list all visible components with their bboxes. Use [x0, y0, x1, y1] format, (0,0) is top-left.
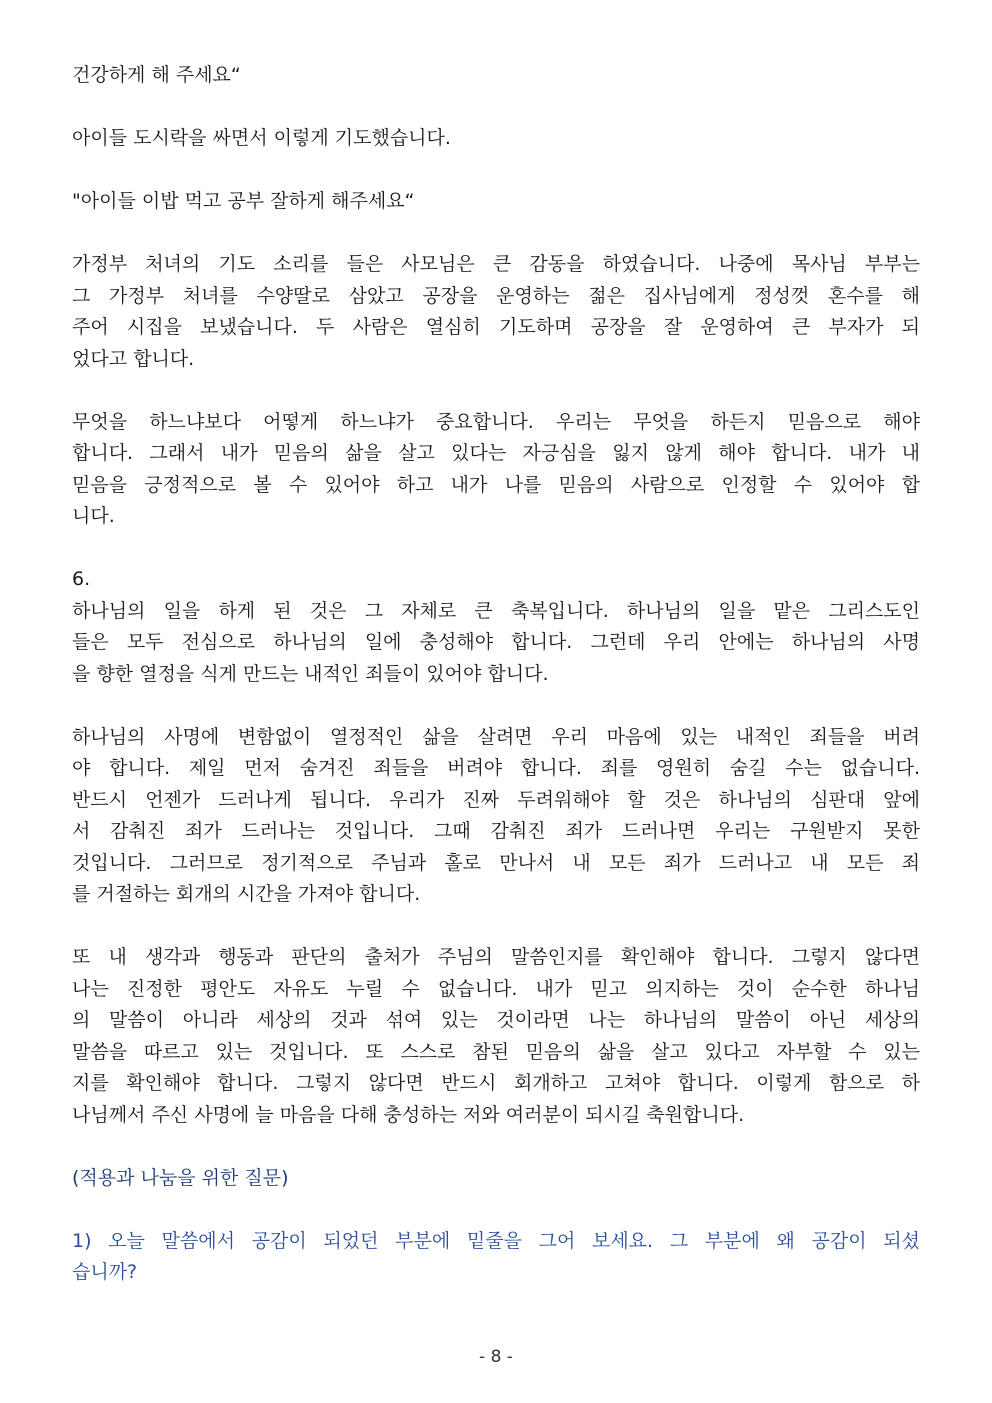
- paragraph-gap: [72, 218, 920, 250]
- paragraph-line: 를 거절하는 회개의 시간을 가져야 합니다.: [72, 883, 421, 905]
- paragraph-gap: [72, 155, 920, 187]
- text-line: 건강하게 해 주세요“: [72, 64, 241, 86]
- paragraph-line: 그 가정부 처녀를 수양딸로 삼았고 공장을 운영하는 젊은 집사님에게 정성껏 혼수를 해: [72, 284, 920, 307]
- page-number: - 8 -: [479, 1347, 513, 1367]
- paragraph-line: 지를 확인해야 합니다. 그렇지 않다면 반드시 회개하고 고쳐야 합니다. 이렇게 함으로 하: [72, 1072, 920, 1094]
- paragraph-line: 니다.: [72, 505, 115, 527]
- text-line: 아이들 도시락을 싸면서 이렇게 기도했습니다.: [72, 127, 451, 149]
- paragraph-line: 습니까?: [72, 1261, 138, 1283]
- paragraph-gap: [72, 92, 920, 124]
- paragraph-line: 말씀을 따르고 있는 것입니다. 또 스스로 참된 믿음의 삶을 살고 있다고 자부할 수 있는: [72, 1040, 920, 1063]
- paragraph-gap: [72, 533, 920, 565]
- paragraph-line: 을 향한 열정을 식게 만드는 내적인 죄들이 있어야 합니다.: [72, 662, 549, 685]
- paragraph-line: 합니다. 그래서 내가 믿음의 삶을 살고 있다는 자긍심을 잃지 않게 해야 합니다. 내가 내: [72, 442, 920, 464]
- section-heading: (적용과 나눔을 위한 질문): [72, 1166, 289, 1189]
- paragraph-line: 주어 시집을 보냈습니다. 두 사람은 열심히 기도하며 공장을 잘 운영하여 큰 부자가 되: [72, 316, 920, 338]
- document-body: [72, 60, 920, 1289]
- paragraph-line: 서 감춰진 죄가 드러나는 것입니다. 그때 감춰진 죄가 드러나면 우리는 구원받지 못한: [72, 820, 920, 842]
- paragraph-line: 하나님의 일을 하게 된 것은 그 자체로 큰 축복입니다. 하나님의 일을 맡은 그리스도인: [72, 599, 920, 622]
- paragraph-gap: [72, 911, 920, 943]
- paragraph-line: 의 말씀이 아니라 세상의 것과 섞여 있는 것이라면 나는 하나님의 말씀이 아닌 세상의: [72, 1009, 920, 1031]
- paragraph: [72, 596, 920, 691]
- paragraph-line: 나님께서 주신 사명에 늘 마음을 다해 충성하는 저와 여러분이 되시길 축원합니다.: [72, 1103, 745, 1126]
- paragraph-gap: [72, 375, 920, 407]
- paragraph-line: 야 합니다. 제일 먼저 숨겨진 죄들을 버려야 합니다. 죄를 영원히 숨길 수는 없습니다.: [72, 757, 920, 779]
- paragraph-line: 하나님의 사명에 변함없이 열정적인 삶을 살려면 우리 마음에 있는 내적인 죄들을 버려: [72, 725, 920, 748]
- paragraph-line: 무엇을 하느냐보다 어떻게 하느냐가 중요합니다. 우리는 무엇을 하든지 믿음으로 해야: [72, 410, 920, 433]
- text-line: 6.: [72, 568, 91, 590]
- paragraph-gap: [72, 1194, 920, 1226]
- paragraph-line: 었다고 합니다.: [72, 347, 195, 370]
- paragraph-line: 반드시 언젠가 드러나게 됩니다. 우리가 진짜 두려워해야 할 것은 하나님의 심판대 앞에: [72, 788, 920, 811]
- paragraph: [72, 249, 920, 375]
- paragraph: [72, 722, 920, 911]
- paragraph-line: 것입니다. 그러므로 정기적으로 주님과 홀로 만나서 내 모든 죄가 드러나고 내 모든 죄: [72, 851, 920, 874]
- paragraph-line: 믿음을 긍정적으로 볼 수 있어야 하고 내가 나를 믿음의 사람으로 인정할 수 있어야 합: [72, 473, 920, 496]
- paragraph: [72, 407, 920, 533]
- paragraph-gap: [72, 690, 920, 722]
- paragraph-gap: [72, 1131, 920, 1163]
- paragraph-line: 1) 오늘 말씀에서 공감이 되었던 부분에 밑줄을 그어 보세요. 그 부분에 왜 공감이 되셨: [72, 1229, 920, 1252]
- paragraph-line: 또 내 생각과 행동과 판단의 출처가 주님의 말씀인지를 확인해야 합니다. 그렇지 않다면: [72, 946, 920, 968]
- question-paragraph: [72, 1226, 920, 1289]
- text-line: "아이들 이밥 먹고 공부 잘하게 해주세요“: [72, 190, 415, 212]
- paragraph-line: 들은 모두 전심으로 하나님의 일에 충성해야 합니다. 그런데 우리 안에는 하나님의 사명: [72, 631, 920, 653]
- paragraph-line: 가정부 처녀의 기도 소리를 들은 사모님은 큰 감동을 하였습니다. 나중에 목사님 부부는: [72, 253, 920, 275]
- paragraph-line: 나는 진정한 평안도 자유도 누릴 수 없습니다. 내가 믿고 의지하는 것이 순수한 하나님: [72, 977, 920, 1000]
- paragraph: [72, 942, 920, 1131]
